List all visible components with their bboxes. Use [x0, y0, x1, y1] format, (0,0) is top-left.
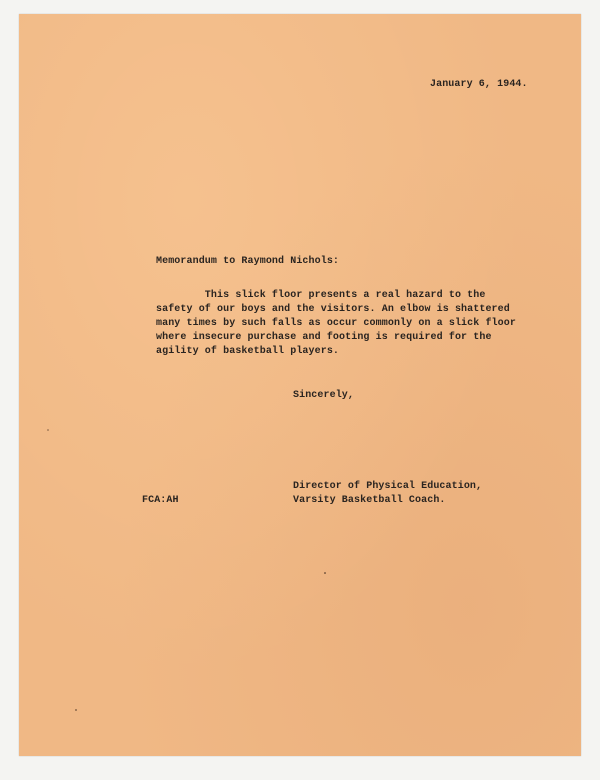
signature-title-line-2: Varsity Basketball Coach. — [293, 495, 446, 506]
typist-initials: FCA:AH — [142, 495, 179, 506]
body-line: many times by such falls as occur commonly on a slick floor — [156, 318, 516, 329]
letter-date: January 6, 1944. — [430, 79, 528, 90]
paper-speck — [47, 429, 49, 431]
paper-speck — [75, 709, 77, 711]
memo-salutation: Memorandum to Raymond Nichols: — [156, 256, 340, 267]
letter-paper — [19, 14, 581, 756]
closing: Sincerely, — [293, 390, 355, 401]
body-line: where insecure purchase and footing is required for the — [156, 332, 492, 343]
body-line: This slick floor presents a real hazard to the — [156, 290, 486, 301]
body-line: safety of our boys and the visitors. An elbow is shattered — [156, 304, 510, 315]
signature-title-line-1: Director of Physical Education, — [293, 481, 483, 492]
paper-speck — [324, 572, 326, 574]
body-line: agility of basketball players. — [156, 346, 340, 357]
